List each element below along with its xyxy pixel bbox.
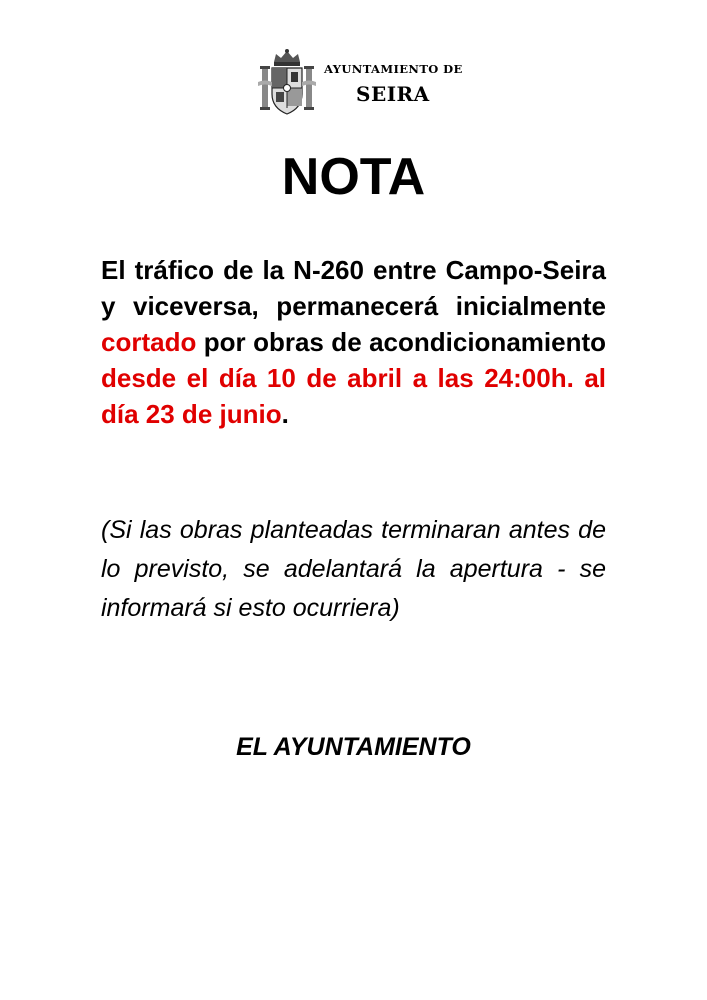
- note-paragraph: (Si las obras planteadas terminaran antes de lo previsto, se adelantará la apertura - se informará si esto ocurriera): [101, 516, 606, 622]
- org-name-line1: AYUNTAMIENTO DE: [324, 62, 463, 76]
- highlight-closed: cortado: [101, 327, 197, 357]
- org-name-line2: SEIRA: [356, 82, 430, 106]
- coat-of-arms-icon: [258, 48, 316, 116]
- letterhead: [258, 48, 468, 118]
- main-text-end: .: [281, 399, 289, 429]
- main-text-part1: El tráfico de la N-260 entre Campo-Seira y viceversa, permanecerá inicialmente: [101, 255, 606, 321]
- main-text-part2: por obras de acondicionamiento: [196, 327, 606, 357]
- signature: EL AYUNTAMIENTO: [236, 733, 471, 761]
- main-notice: [101, 252, 606, 432]
- highlight-dates: desde el día 10 de abril a las 24:00h. al día 23 de junio: [101, 363, 606, 429]
- page-title: NOTA: [281, 148, 426, 206]
